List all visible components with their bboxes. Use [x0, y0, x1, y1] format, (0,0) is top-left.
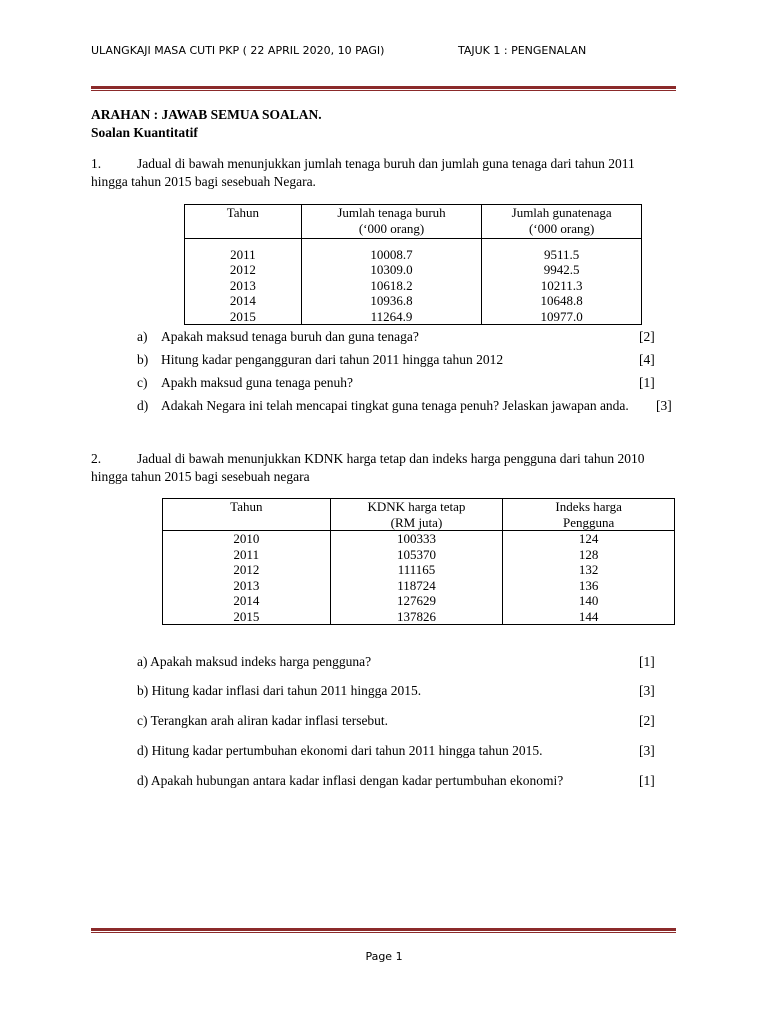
header-left: ULANGKAJI MASA CUTI PKP ( 22 APRIL 2020, 10 PAGI) [91, 44, 385, 57]
table-header-cell: Jumlah tenaga buruh (‘000 orang) [301, 205, 482, 239]
table-row [185, 239, 642, 247]
q2a-marks: [1] [639, 654, 655, 669]
q1c-text: Apakh maksud guna tenaga penuh? [161, 375, 353, 390]
table-row: 2013 10618.2 10211.3 [185, 278, 642, 294]
table-header-cell: Tahun [185, 205, 302, 239]
table-row: 2010 100333 124 [163, 531, 675, 547]
q2e-marks: [1] [639, 773, 655, 788]
q1a-label: a) [137, 329, 148, 344]
q2d-text: d) Hitung kadar pertumbuhan ekonomi dari tahun 2011 hingga tahun 2015. [137, 743, 543, 758]
table-row: 2014 10936.8 10648.8 [185, 293, 642, 309]
instruction-title: ARAHAN : JAWAB SEMUA SOALAN. [91, 107, 322, 122]
table-header-cell: Indeks harga Pengguna [503, 499, 675, 531]
q1-table [184, 204, 642, 325]
table-row: 2012 111165 132 [163, 562, 675, 578]
q1d-marks: [3] [656, 398, 672, 413]
footer-rule [91, 928, 676, 933]
table-row: 2011 105370 128 [163, 547, 675, 563]
q2-intro-line2: hingga tahun 2015 bagi sesebuah negara [91, 469, 310, 484]
header-right: TAJUK 1 : PENGENALAN [458, 44, 587, 57]
table-row: 2012 10309.0 9942.5 [185, 262, 642, 278]
table-header-cell: KDNK harga tetap (RM juta) [330, 499, 503, 531]
q1d-label: d) [137, 398, 149, 413]
table-header-cell: Jumlah gunatenaga (‘000 orang) [482, 205, 642, 239]
table-row: 2013 118724 136 [163, 578, 675, 594]
q2-intro-line1: Jadual di bawah menunjukkan KDNK harga tetap dan indeks harga pengguna dari tahun 2010 [137, 451, 645, 466]
table-row: 2011 10008.7 9511.5 [185, 247, 642, 263]
table-header-row [185, 205, 642, 239]
q2e-text: d) Apakah hubungan antara kadar inflasi dengan kadar pertumbuhan ekonomi? [137, 773, 564, 788]
instruction-subtitle: Soalan Kuantitatif [91, 125, 198, 140]
q2b-text: b) Hitung kadar inflasi dari tahun 2011 hingga 2015. [137, 683, 422, 698]
q1a-text: Apakah maksud tenaga buruh dan guna tenaga? [161, 329, 419, 344]
q2-number: 2. [91, 451, 102, 466]
q1-intro-line2: hingga tahun 2015 bagi sesebuah Negara. [91, 174, 316, 189]
table-row: 2015 11264.9 10977.0 [185, 309, 642, 325]
q1b-label: b) [137, 352, 149, 367]
q2-table [162, 498, 675, 625]
q1a-marks: [2] [639, 329, 655, 344]
q2c-marks: [2] [639, 713, 655, 728]
q1b-text: Hitung kadar pengangguran dari tahun 2011 hingga tahun 2012 [161, 352, 504, 367]
q2d-marks: [3] [639, 743, 655, 758]
table-row: 2015 137826 144 [163, 609, 675, 625]
table-header-cell: Tahun [163, 499, 331, 531]
q2c-text: c) Terangkan arah aliran kadar inflasi tersebut. [137, 713, 389, 728]
q1c-label: c) [137, 375, 148, 390]
header-rule [91, 86, 676, 91]
table-row: 2014 127629 140 [163, 593, 675, 609]
q1-intro-line1: Jadual di bawah menunjukkan jumlah tenaga buruh dan jumlah guna tenaga dari tahun 2011 [137, 156, 635, 171]
q1d-text: Adakah Negara ini telah mencapai tingkat guna tenaga penuh? Jelaskan jawapan anda. [161, 398, 629, 413]
q1-number: 1. [91, 156, 102, 171]
page-number: Page 1 [365, 950, 403, 963]
q2a-text: a) Apakah maksud indeks harga pengguna? [137, 654, 372, 669]
q2b-marks: [3] [639, 683, 655, 698]
q1c-marks: [1] [639, 375, 655, 390]
table-header-row [163, 499, 675, 531]
q1b-marks: [4] [639, 352, 655, 367]
